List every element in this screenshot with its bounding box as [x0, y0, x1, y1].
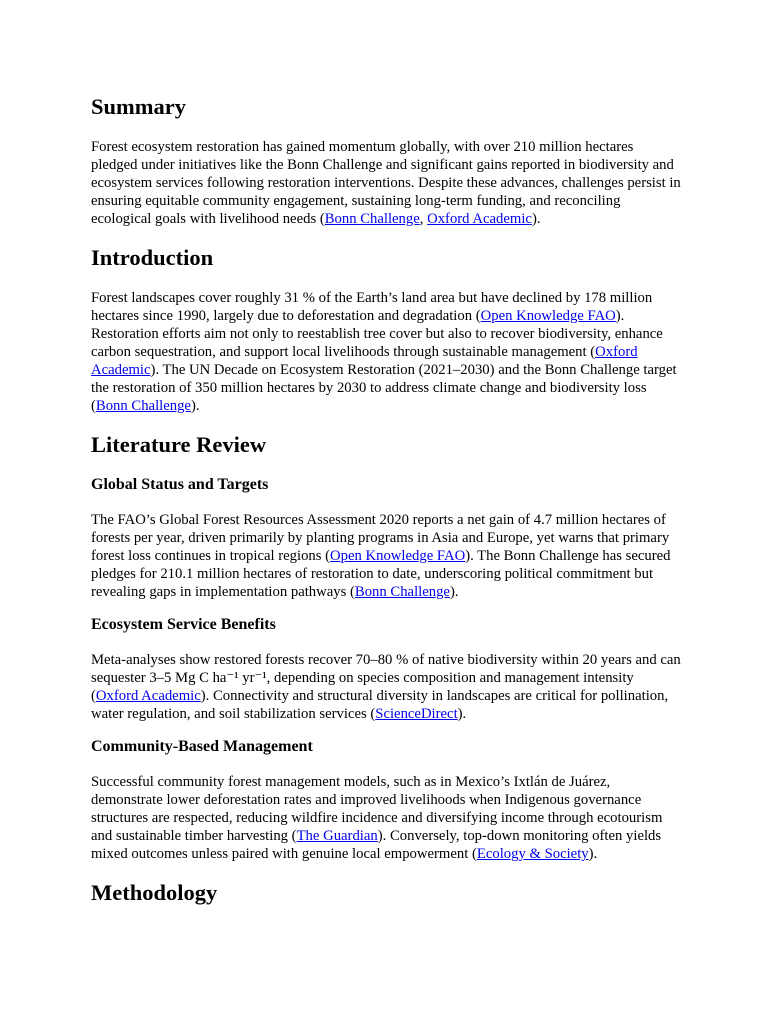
methodology-heading: Methodology	[91, 880, 218, 905]
link-oxford-academic[interactable]: Oxford Academic	[427, 211, 532, 227]
community-management-heading: Community-Based Management	[91, 738, 313, 755]
link-open-knowledge-fao[interactable]: Open Knowledge FAO	[480, 308, 616, 324]
document-body	[91, 92, 681, 908]
summary-paragraph: Forest ecosystem restoration has gained momentum globally, with over 210 million hectares pledged under initiatives like the Bonn Challenge and significant gains reported in biodiversity and ecosystem services following restoration interventions. Despite these advances, challenges persist in ensuring equitable community engagement, sustaining long-term funding, and reconciling ecological goals with livelihood needs (Bonn Challenge, Oxford Academic).	[91, 139, 681, 227]
link-oxford-academic[interactable]: Oxford Academic	[91, 344, 638, 378]
link-bonn-challenge[interactable]: Bonn Challenge	[95, 398, 191, 414]
link-oxford-academic[interactable]: Oxford Academic	[95, 688, 201, 704]
link-the-guardian[interactable]: The Guardian	[296, 828, 378, 844]
link-sciencedirect[interactable]: ScienceDirect	[375, 706, 458, 722]
introduction-heading: Introduction	[91, 245, 214, 270]
summary-text: Forest ecosystem restoration has gained momentum globally, with over 210 million hectares pledged under initiatives like the Bonn Challenge and significant gains reported in biodiversity and ecosystem services following restoration interventions. Despite these advances, challenges persist in ensuring equitable community engagement, sustaining long-term funding, and reconciling ecological goals with livelihood needs (	[91, 139, 681, 227]
link-bonn-challenge[interactable]: Bonn Challenge	[354, 584, 450, 600]
community-management-paragraph: Successful community forest management models, such as in Mexico’s Ixtlán de Juárez, demonstrate lower deforestation rates and improved livelihoods when Indigenous governance structures are respected, reducing wildfire incidence and diversifying income through ecotourism and sustainable timber harvesting (The Guardian). Conversely, top-down monitoring often yields mixed outcomes unless paired with genuine local empowerment (Ecology & Society).	[91, 774, 663, 862]
introduction-paragraph: Forest landscapes cover roughly 31 % of the Earth’s land area but have declined by 178 million hectares since 1990, largely due to deforestation and degradation (Open Knowledge FAO). Restoration efforts aim not only to reestablish tree cover but also to recover biodiversity, enhance carbon sequestration, and support local livelihoods through sustainable management (Oxford Academic). The UN Decade on Ecosystem Restoration (2021–2030) and the Bonn Challenge target the restoration of 350 million hectares by 2030 to address climate change and biodiversity loss (Bonn Challenge).	[91, 290, 677, 414]
literature-review-heading: Literature Review	[91, 432, 267, 457]
global-status-paragraph: The FAO’s Global Forest Resources Assessment 2020 reports a net gain of 4.7 million hectares of forests per year, driven primarily by planting programs in Asia and Europe, yet warns that primary forest loss continues in tropical regions (Open Knowledge FAO). The Bonn Challenge has secured pledges for 210.1 million hectares of restoration to date, underscoring political commitment but revealing gaps in implementation pathways (Bonn Challenge).	[91, 512, 671, 600]
link-ecology-and-society[interactable]: Ecology & Society	[476, 846, 589, 862]
link-bonn-challenge[interactable]: Bonn Challenge	[324, 211, 420, 227]
summary-heading: Summary	[91, 94, 186, 119]
ecosystem-services-heading: Ecosystem Service Benefits	[91, 616, 276, 633]
ecosystem-services-paragraph: Meta-analyses show restored forests recover 70–80 % of native biodiversity within 20 years and can sequester 3–5 Mg C ha⁻¹ yr⁻¹, depending on species composition and management intensity (Oxford Academic). Connectivity and structural diversity in landscapes are critical for pollination, water regulation, and soil stabilization services (ScienceDirect).	[91, 652, 681, 722]
link-open-knowledge-fao[interactable]: Open Knowledge FAO	[330, 548, 466, 564]
global-status-heading: Global Status and Targets	[91, 476, 269, 493]
